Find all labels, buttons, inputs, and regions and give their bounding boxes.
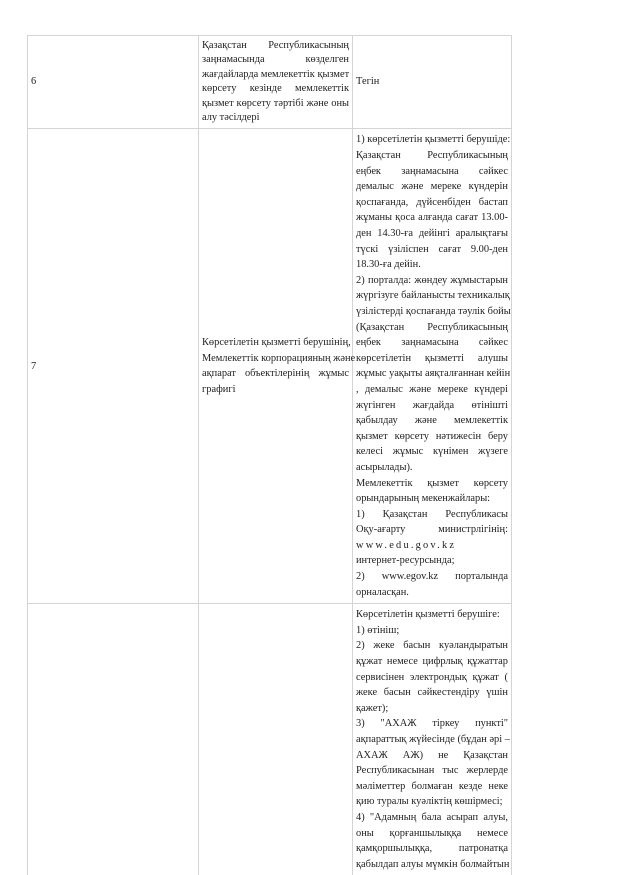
- row-number: 6: [28, 36, 199, 129]
- text-line: қажет);: [356, 702, 389, 714]
- text-line: 2) порталда: жөндеу жұмыстарын: [356, 274, 508, 286]
- text-line: Көрсетілетін қызметті берушінің,: [202, 337, 351, 349]
- text-line: келесі жұмыс күнімен жүзеге: [356, 446, 508, 458]
- row-number: [28, 604, 199, 875]
- text-line: оны қорғаншылыққа немесе: [356, 827, 508, 839]
- text-line: ден 14.30-ға дейінгі аралықтағы: [356, 228, 508, 239]
- text-line: қызмет көрсету тәртібі және оны: [202, 97, 349, 109]
- text-line: Қазақстан Республикасының: [202, 40, 349, 51]
- text-line: көрсетілетін қызметті алушы: [356, 352, 508, 364]
- text-line: Мемлекеттік корпорацияның және: [202, 352, 356, 364]
- text-line: графигі: [202, 383, 236, 395]
- text-line: ақпараттық жүйесінде (бұдан әрі –: [356, 734, 510, 745]
- row-value-cell: [353, 604, 512, 875]
- text-line: Қазақстан Республикасының: [356, 150, 508, 162]
- text-line: 2) www.egov.kz порталында: [356, 571, 508, 583]
- text-line: қию туралы куәліктің көшірмесі;: [356, 796, 503, 808]
- text-line: Тегін: [356, 76, 380, 88]
- row-name-cell: [199, 604, 353, 875]
- row-value-cell: [353, 129, 512, 604]
- text-line: жеке басын сәйкестендіру үшін: [356, 687, 508, 699]
- text-line: түскі үзіліспен сағат 9.00-ден: [356, 243, 508, 255]
- text-line: қамқоршылыққа, патронатқа: [356, 843, 508, 855]
- text-line: жұмыс уақыты аяқталғаннан кейін: [356, 368, 511, 380]
- text-line: 4) "Адамның бала асырап алуы,: [356, 811, 508, 823]
- text-line: демалыс және мереке күндерін: [356, 181, 508, 193]
- text-line: заңнамасында көзделген: [202, 54, 349, 66]
- text-line: 1) өтініш;: [356, 624, 400, 636]
- text-line: үзілістерді қоспағанда тәулік бойы: [356, 305, 511, 317]
- table-row: [28, 36, 512, 129]
- row-value-cell: [353, 36, 512, 129]
- text-line: 2) жеке басын куәландыратын: [356, 640, 508, 652]
- row-number: 7: [28, 129, 199, 604]
- text-line: орналасқан.: [356, 586, 409, 598]
- text-line: Оқу-ағарту министрлігінің:: [356, 524, 508, 536]
- text-line: , демалыс және мереке күндері: [356, 383, 508, 395]
- text-line: интернет-ресурсында;: [356, 555, 455, 567]
- text-line: 18.30-ға дейін.: [356, 259, 421, 271]
- text-line: асырылады).: [356, 461, 413, 473]
- text-line: қабылдап алуы мүмкін болмайтын: [356, 858, 510, 870]
- text-line: еңбек заңнамасына сәйкес: [356, 337, 508, 349]
- text-line: жағдайларда мемлекеттік қызмет: [202, 68, 350, 80]
- text-line: қабылдау және мемлекеттік: [356, 415, 508, 427]
- text-line: 1) көрсетілетін қызметті берушіде:: [356, 134, 511, 146]
- text-line: орындарының мекенжайлары:: [356, 493, 491, 505]
- text-line: мәліметтер болмаған кезде неке: [356, 780, 508, 792]
- text-line: еңбек заңнамасына сәйкес: [356, 165, 508, 177]
- row-name-cell: [199, 129, 356, 604]
- text-line: құжат немесе цифрлық құжаттар: [356, 656, 508, 668]
- table-row: [28, 129, 512, 604]
- text-line: (Қазақстан Республикасының: [356, 321, 508, 333]
- text-line: АХАЖ АЖ) не Қазақстан: [356, 749, 508, 761]
- text-line: ақпарат объектілерінің жұмыс: [202, 368, 349, 380]
- text-line: Көрсетілетін қызметті берушіге:: [356, 609, 500, 621]
- text-line: 1) Қазақстан Республикасы: [356, 508, 508, 520]
- row-name-cell: [199, 36, 353, 129]
- text-line: www.edu.gov.kz: [356, 539, 457, 551]
- text-line: 3) "АХАЖ тіркеу пункті": [356, 718, 508, 730]
- text-line: сервисінен электрондық құжат (: [356, 671, 508, 683]
- text-line: жүгінген жағдайда өтінішті: [356, 399, 508, 411]
- text-line: Республикасынан тыс жерлерде: [356, 765, 508, 777]
- text-line: қызмет көрсету нәтижесін беру: [356, 430, 508, 442]
- text-line: Мемлекеттік қызмет көрсету: [356, 477, 508, 489]
- table-row: [28, 604, 512, 875]
- text-line: алу тәсілдері: [202, 112, 260, 124]
- text-line: жұманы қоса алғанда сағат 13.00-: [356, 212, 508, 224]
- services-table: [27, 35, 512, 875]
- text-line: көрсету кезінде мемлекеттік: [202, 83, 349, 95]
- text-line: жүргізуге байланысты техникалық: [356, 290, 510, 302]
- text-line: қоспағанда, дүйсенбіден бастап: [356, 196, 508, 208]
